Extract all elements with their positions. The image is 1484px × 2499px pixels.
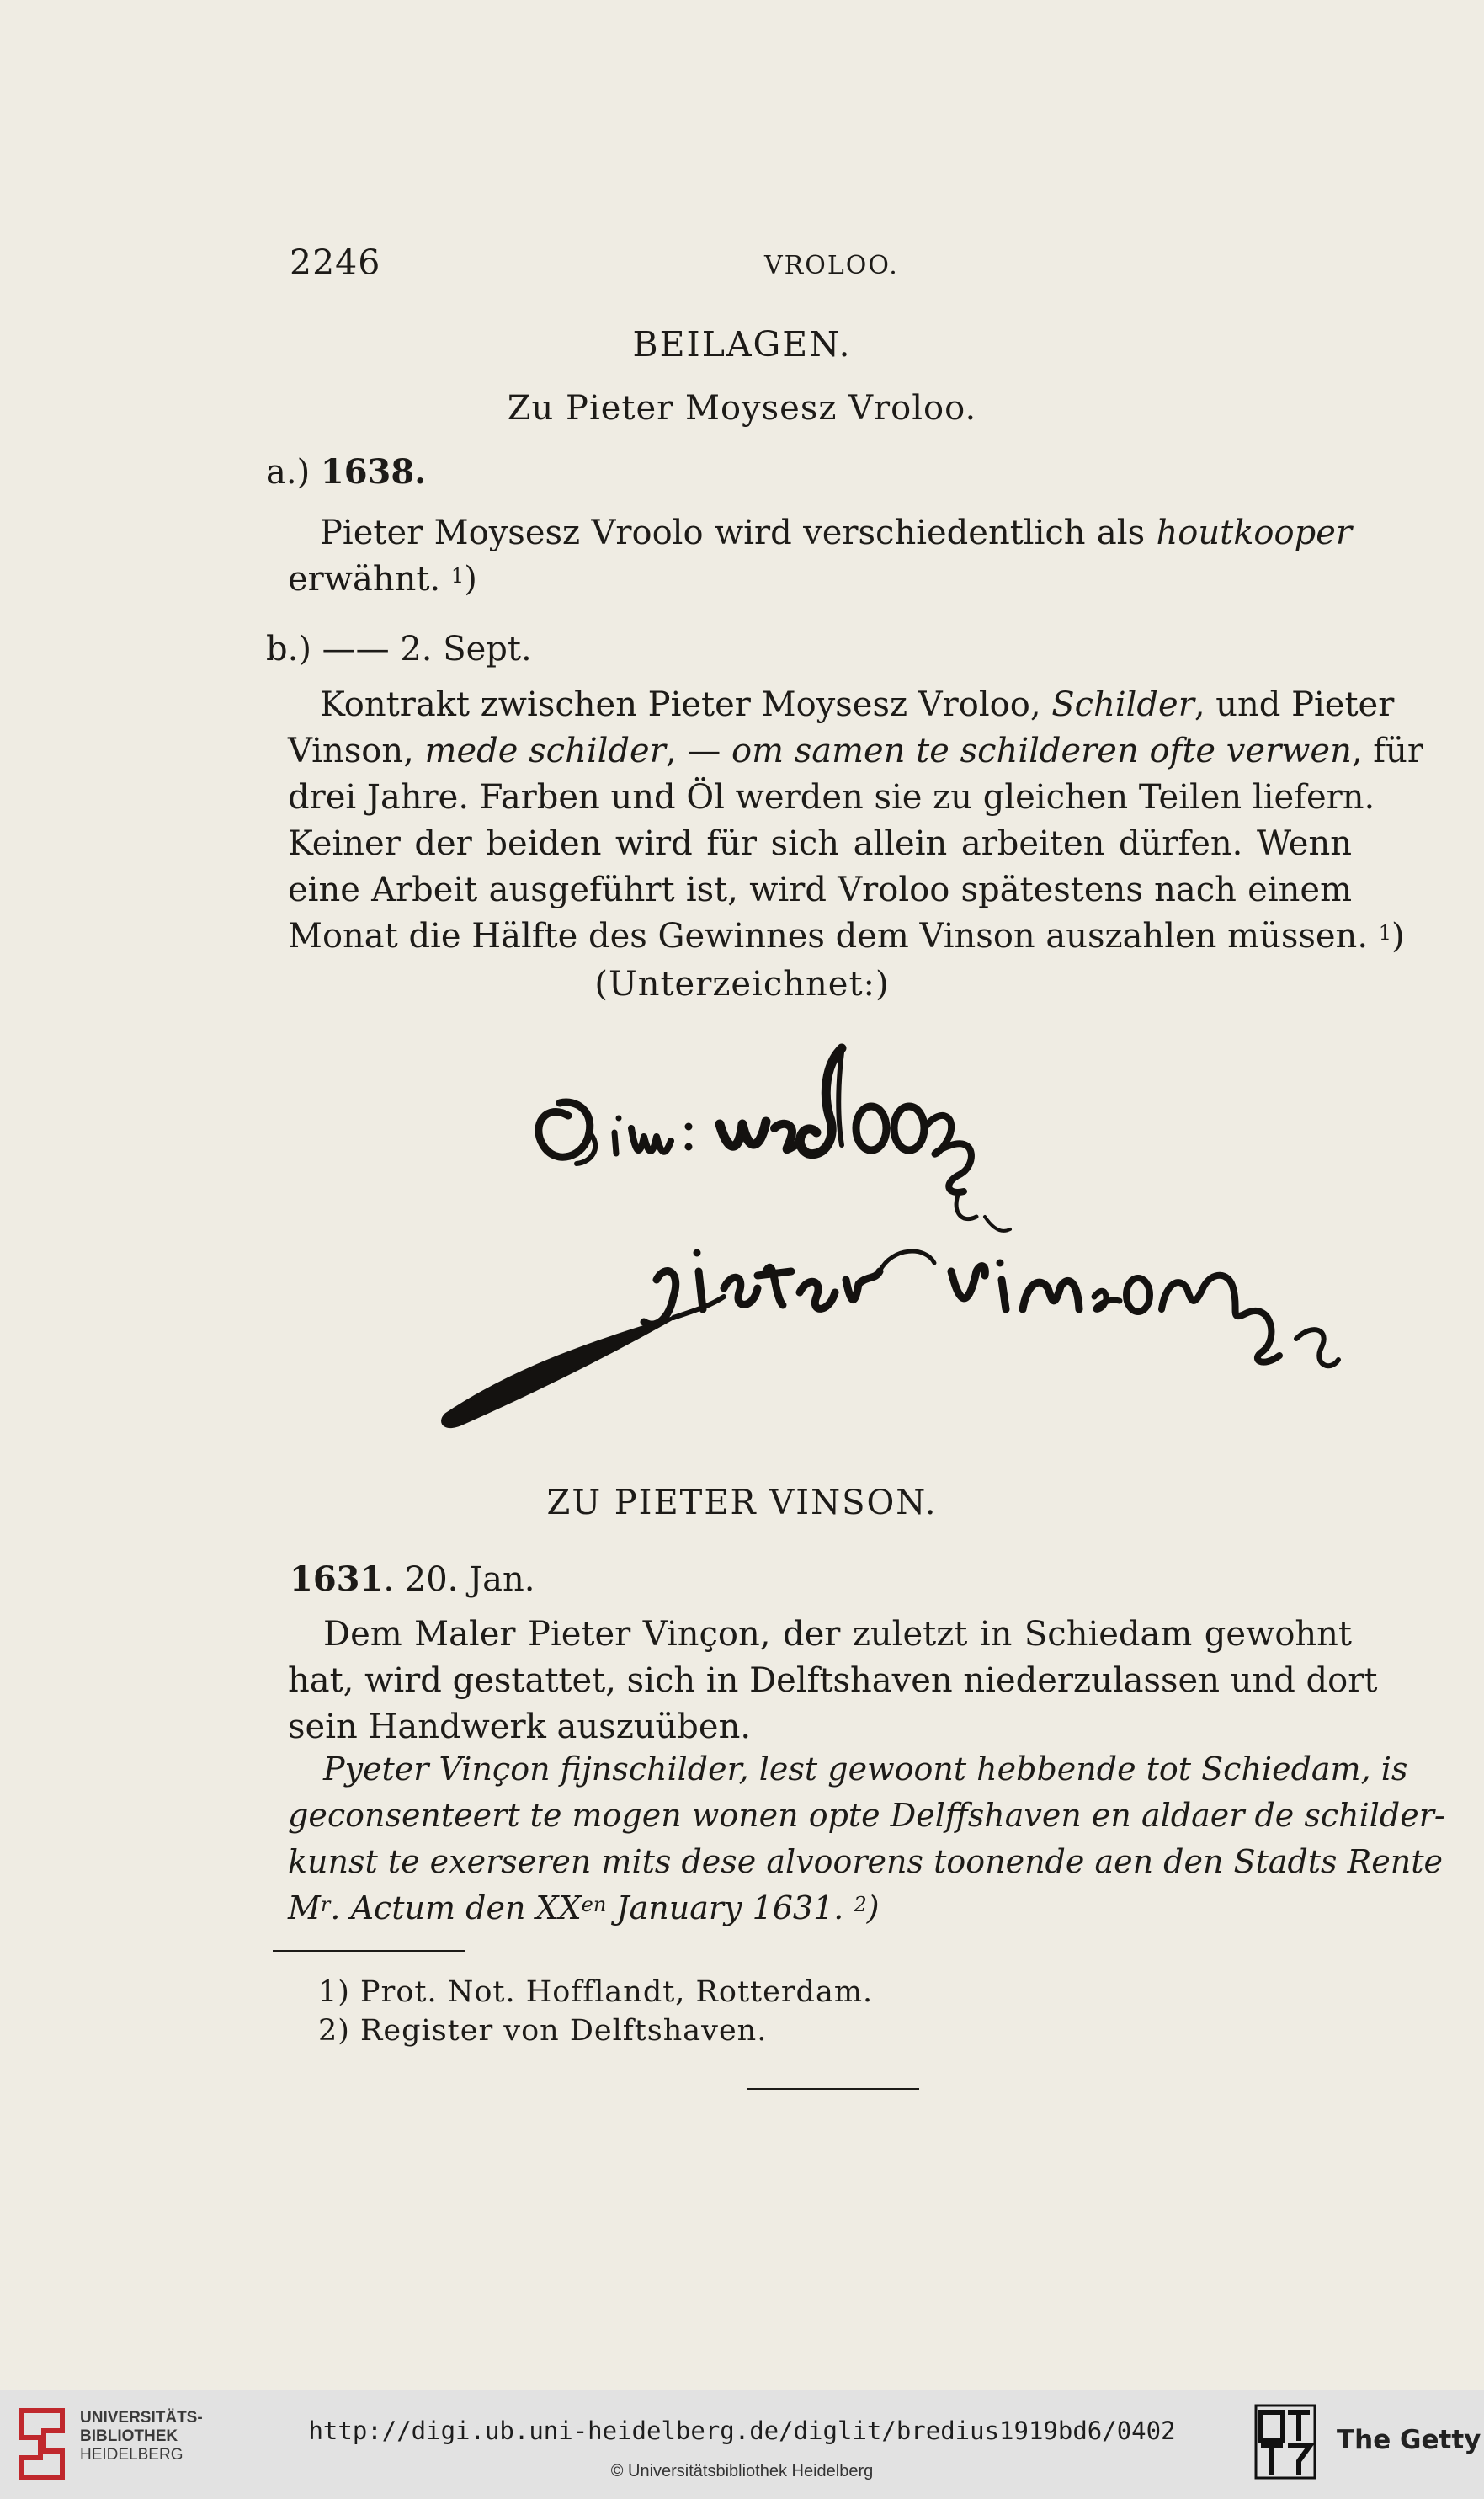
quote-line-4 — [288, 1885, 1352, 1932]
signature-vinson — [443, 1217, 1338, 1426]
subsection-title: Zu Pieter Moysesz Vroloo. — [507, 389, 977, 428]
footnote-ref-close: ) — [1391, 917, 1405, 956]
copyright-notice: © Universitätsbibliothek Heidelberg — [610, 2462, 874, 2480]
document-url-link[interactable]: http://digi.ub.uni-heidelberg.de/diglit/bredius1919bd6/0402 — [308, 2416, 1176, 2445]
footnote-ref-close: ) — [866, 1889, 880, 1926]
quote-line-2: geconsenteert te mogen wonen opte Delffshaven en aldaer de schilder- — [288, 1797, 1445, 1834]
entry-a-paragraph — [288, 510, 1352, 603]
superscript: r — [320, 1893, 331, 1916]
library-name-line-3: HEIDELBERG — [80, 2446, 184, 2464]
vinson-year: 1631 — [290, 1559, 384, 1599]
text: January 1631. — [606, 1889, 854, 1926]
vinson-date: . 20. Jan. — [383, 1560, 535, 1599]
vinson-title: ZU PIETER VINSON. — [546, 1484, 938, 1522]
vinson-line-3: sein Handwerk auszuüben. — [288, 1708, 752, 1746]
vinson-line-1: Dem Maler Pieter Vinçon, der zuletzt in Schiedam gewohnt — [323, 1615, 1352, 1654]
footnote-divider — [273, 1950, 465, 1952]
text: . Actum den XX — [330, 1889, 582, 1926]
footnote-2: 2) Register von Delftshaven. — [318, 2014, 768, 2048]
quote-line-3: kunst te exerseren mits dese alvoorens toonende aen den Stadts Rente — [288, 1843, 1443, 1880]
signature-vroloo — [539, 1048, 976, 1219]
text: , für — [1351, 732, 1423, 770]
section-title: BEILAGEN. — [632, 324, 852, 365]
entry-a-year: 1638. — [320, 452, 427, 492]
entry-a-text-2: erwähnt. — [288, 560, 451, 599]
text: M — [288, 1889, 321, 1926]
entry-a-italic: houtkooper — [1156, 514, 1352, 552]
superscript: en — [581, 1893, 607, 1916]
entry-b-line-6 — [288, 914, 1405, 960]
entry-b-line-4: Keiner der beiden wird für sich allein arbeiten dürfen. Wenn — [288, 824, 1352, 863]
entry-b-line-5: eine Arbeit ausgeführt ist, wird Vroloo spätestens nach einem — [288, 871, 1352, 909]
entry-a-line-2 — [288, 557, 1352, 603]
entry-a-label: a.) — [266, 453, 321, 492]
text: Vinson, — [288, 732, 425, 770]
entry-b-heading: b.) —— 2. Sept. — [266, 630, 532, 669]
text: Monat die Hälfte des Gewinnes dem Vinson auszahlen müssen. — [288, 917, 1379, 956]
entry-b-line-3: drei Jahre. Farben und Öl werden sie zu gleichen Teilen liefern. — [288, 778, 1375, 817]
vinson-line-2: hat, wird gestattet, sich in Delftshaven niederzulassen und dort — [288, 1661, 1378, 1700]
italic-text: mede schilder — [424, 732, 666, 770]
vinson-paragraph — [288, 1612, 1378, 1750]
entry-b-paragraph — [288, 682, 1423, 960]
signed-label: (Unterzeichnet:) — [594, 965, 890, 1004]
vinson-quote — [288, 1746, 1445, 1932]
entry-a-heading — [266, 452, 426, 492]
text: Kontrakt zwischen Pieter Moysesz Vroloo, — [320, 685, 1052, 724]
library-name-line-2: BIBLIOTHEK — [80, 2427, 178, 2445]
italic-text: om samen te schilderen ofte verwen — [731, 732, 1352, 770]
text: , — — [665, 732, 731, 770]
signatures-image — [421, 1019, 1372, 1440]
page-number: 2246 — [290, 242, 381, 283]
footnote-ref: 1 — [450, 564, 465, 588]
footnote-ref: 1 — [1378, 921, 1392, 945]
footnote-1: 1) Prot. Not. Hofflandt, Rotterdam. — [318, 1975, 874, 2009]
italic-text: Schilder — [1051, 685, 1194, 724]
footnote-ref-close: ) — [464, 560, 477, 599]
running-title: VROLOO. — [764, 251, 899, 280]
library-name-line-1: UNIVERSITÄTS- — [80, 2409, 203, 2427]
end-rule — [747, 2088, 919, 2090]
entry-a-text-1: Pieter Moysesz Vroolo wird verschiedentlich als — [320, 514, 1157, 552]
getty-label: The Getty — [1337, 2425, 1481, 2455]
entry-b-line-2 — [288, 728, 1423, 775]
quote-line-1: Pyeter Vinçon fijnschilder, lest gewoont hebbende tot Schiedam, is — [323, 1750, 1408, 1788]
entry-a-line-1 — [288, 510, 1352, 557]
footnote-ref: 2 — [854, 1893, 867, 1916]
vinson-date-heading — [290, 1559, 535, 1599]
entry-b-line-1 — [288, 682, 1395, 728]
text: , und Pieter — [1194, 685, 1395, 724]
